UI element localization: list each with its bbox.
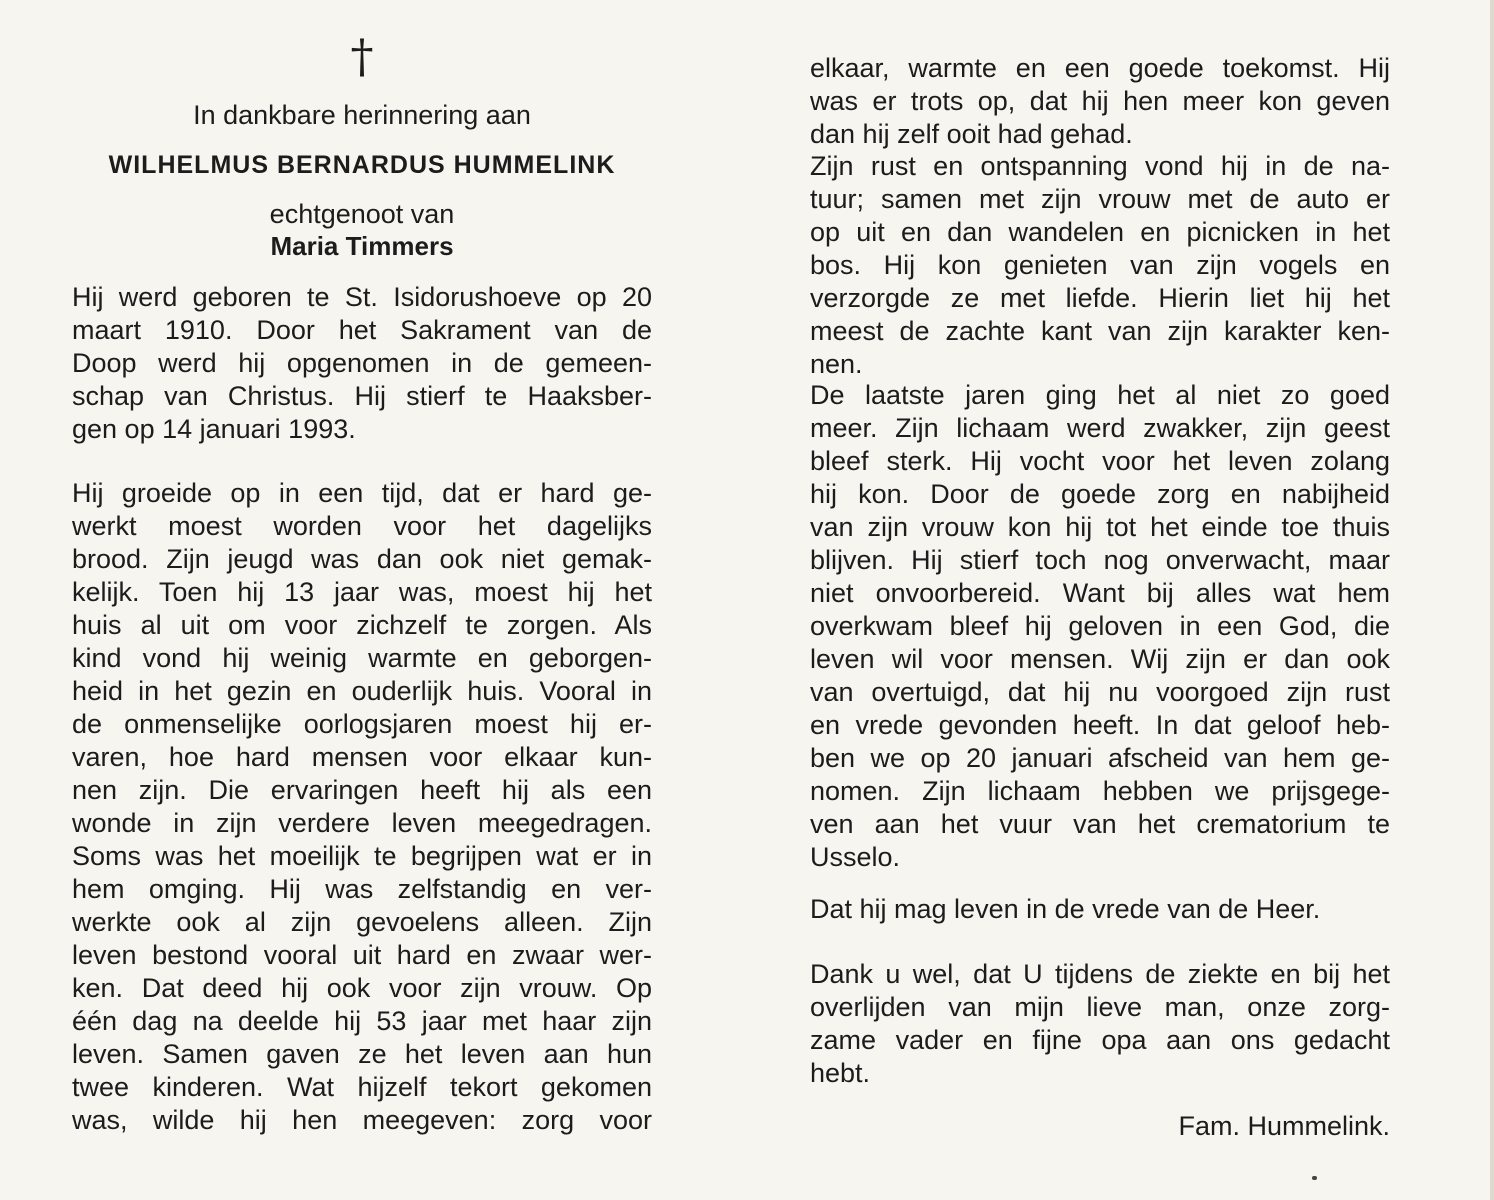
text-line: was, wilde hij hen meegeven: zorg voor bbox=[72, 1105, 652, 1135]
text-line: Hij werd geboren te St. Isidorushoeve op 20 bbox=[72, 282, 652, 312]
text-line: nomen. Zijn lichaam hebben we prijsgege- bbox=[810, 776, 1390, 806]
text-line: van zijn vrouw kon hij tot het einde toe thuis bbox=[810, 512, 1390, 542]
text-line: kind vond hij weinig warmte en geborgen- bbox=[72, 643, 652, 673]
future-paragraph bbox=[810, 52, 1390, 151]
text-line: één dag na deelde hij 53 jaar met haar zijn bbox=[72, 1006, 652, 1036]
text-line: niet onvoorbereid. Want bij alles wat hem bbox=[810, 578, 1390, 608]
deceased-name: WILHELMUS BERNARDUS HUMMELINK bbox=[108, 151, 616, 179]
text-line: bos. Hij kon genieten van zijn vogels en bbox=[810, 250, 1390, 280]
text-line: heid in het gezin en ouderlijk huis. Vooral in bbox=[72, 676, 652, 706]
cross-icon: † bbox=[350, 29, 374, 83]
text-line: tuur; samen met zijn vrouw met de auto er bbox=[810, 184, 1390, 214]
final-years-paragraph bbox=[810, 379, 1390, 874]
text-line: gen op 14 januari 1993. bbox=[72, 414, 356, 444]
text-line: ken. Dat deed hij ook voor zijn vrouw. Op bbox=[72, 973, 652, 1003]
text-line: hij kon. Door de goede zorg en nabijheid bbox=[810, 479, 1390, 509]
text-line: werkte ook al zijn gevoelens alleen. Zijn bbox=[72, 907, 652, 937]
text-line: twee kinderen. Wat hijzelf tekort gekomen bbox=[72, 1072, 652, 1102]
text-line: hebt. bbox=[810, 1058, 871, 1088]
text-line: de onmenselijke oorlogsjaren moest hij er- bbox=[72, 709, 652, 739]
text-line: leven. Samen gaven ze het leven aan hun bbox=[72, 1039, 652, 1069]
text-line: leven bestond vooral uit hard en zwaar wer- bbox=[72, 940, 652, 970]
text-line: zame vader en fijne opa aan ons gedacht bbox=[810, 1025, 1390, 1055]
thanks-paragraph bbox=[810, 958, 1390, 1090]
text-line: Dat hij mag leven in de vrede van de Heer. bbox=[810, 894, 1321, 924]
intro-text: In dankbare herinnering aan bbox=[193, 100, 531, 130]
spouse-name: Maria Timmers bbox=[270, 231, 454, 261]
text-line: en vrede gevonden heeft. In dat geloof heb- bbox=[810, 710, 1390, 740]
text-line: op uit en dan wandelen en picnicken in het bbox=[810, 217, 1390, 247]
text-line: van overtuigd, dat hij nu voorgoed zijn rust bbox=[810, 677, 1390, 707]
birth-paragraph bbox=[72, 281, 652, 446]
text-line: Zijn rust en ontspanning vond hij in de na- bbox=[810, 151, 1390, 181]
text-line: varen, hoe hard mensen voor elkaar kun- bbox=[72, 742, 652, 772]
text-line: Doop werd hij opgenomen in de gemeen- bbox=[72, 348, 652, 378]
life-paragraph bbox=[72, 477, 652, 1137]
text-line: overlijden van mijn lieve man, onze zorg- bbox=[810, 992, 1390, 1022]
text-line: dan hij zelf ooit had gehad. bbox=[810, 119, 1133, 149]
text-line: Soms was het moeilijk te begrijpen wat er in bbox=[72, 841, 652, 871]
text-line: maart 1910. Door het Sakrament van de bbox=[72, 315, 652, 345]
text-line: verzorgde ze met liefde. Hierin liet hij het bbox=[810, 283, 1390, 313]
text-line: wonde in zijn verdere leven meegedragen. bbox=[72, 808, 652, 838]
text-line: overkwam bleef hij geloven in een God, die bbox=[810, 611, 1390, 641]
text-line: schap van Christus. Hij stierf te Haaksber- bbox=[72, 381, 652, 411]
text-line: ben we op 20 januari afscheid van hem ge- bbox=[810, 743, 1390, 773]
nature-paragraph bbox=[810, 150, 1390, 381]
family-signature: Fam. Hummelink. bbox=[1178, 1111, 1390, 1141]
peace-paragraph bbox=[810, 893, 1390, 926]
text-line: Usselo. bbox=[810, 842, 901, 872]
spouse-label: echtgenoot van bbox=[269, 199, 455, 229]
text-line: werkt moest worden voor het dagelijks bbox=[72, 511, 652, 541]
text-line: meest de zachte kant van zijn karakter ken- bbox=[810, 316, 1390, 346]
text-line: huis al uit om voor zichzelf te zorgen. Als bbox=[72, 610, 652, 640]
print-speck bbox=[1312, 1176, 1317, 1180]
text-line: brood. Zijn jeugd was dan ook niet gemak- bbox=[72, 544, 652, 574]
text-line: bleef sterk. Hij vocht voor het leven zolang bbox=[810, 446, 1390, 476]
text-line: blijven. Hij stierf toch nog onverwacht, maar bbox=[810, 545, 1390, 575]
text-line: nen. bbox=[810, 349, 863, 379]
text-line: was er trots op, dat hij hen meer kon geven bbox=[810, 86, 1390, 116]
text-line: Dank u wel, dat U tijdens de ziekte en bij het bbox=[810, 959, 1390, 989]
text-line: meer. Zijn lichaam werd zwakker, zijn geest bbox=[810, 413, 1390, 443]
text-line: leven wil voor mensen. Wij zijn er dan ook bbox=[810, 644, 1390, 674]
text-line: De laatste jaren ging het al niet zo goed bbox=[810, 380, 1390, 410]
text-line: Hij groeide op in een tijd, dat er hard ge- bbox=[72, 478, 652, 508]
text-line: kelijk. Toen hij 13 jaar was, moest hij het bbox=[72, 577, 652, 607]
text-line: elkaar, warmte en een goede toekomst. Hij bbox=[810, 53, 1390, 83]
card-edge bbox=[1490, 0, 1494, 1200]
text-line: hem omging. Hij was zelfstandig en ver- bbox=[72, 874, 652, 904]
text-line: ven aan het vuur van het crematorium te bbox=[810, 809, 1390, 839]
text-line: nen zijn. Die ervaringen heeft hij als een bbox=[72, 775, 652, 805]
